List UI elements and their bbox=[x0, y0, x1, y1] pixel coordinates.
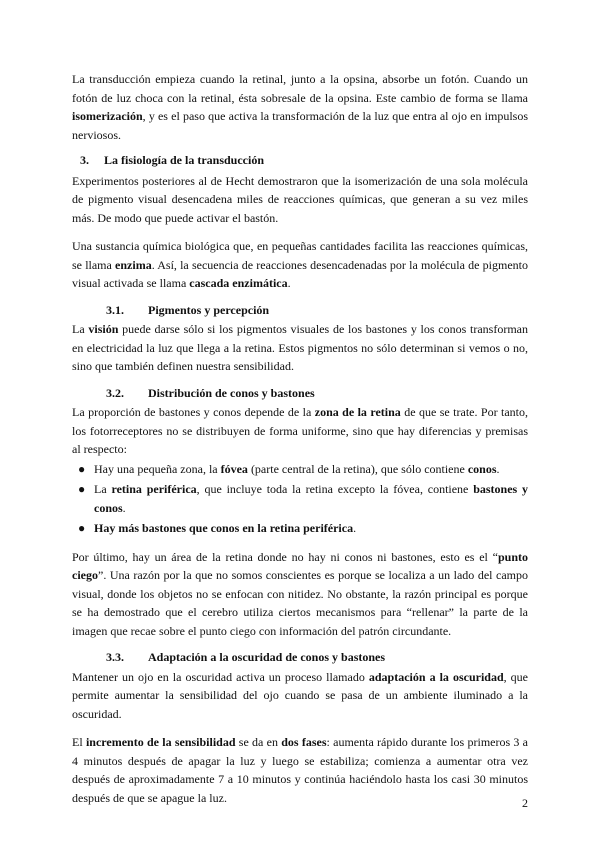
paragraph-enzyme: Una sustancia química biológica que, en pequeñas cantidades facilita las reacciones químicas, se llama enzima. Así, la secuencia de reacciones desencadenadas por la molécula de pigmento visual activada se llama cascada enzimática. bbox=[72, 239, 528, 290]
term-adaptacion-oscuridad: adaptación a la oscuridad bbox=[368, 669, 504, 684]
paragraph-hecht-experiments: Experimentos posteriores al de Hecht demostraron que la isomerización de una sola molécula de pigmento visual desencadena miles de reacciones químicas, que generan a su vez miles más. De modo que puede activar el bastón. bbox=[72, 173, 528, 225]
bullet-list bbox=[72, 460, 528, 538]
document-page bbox=[72, 70, 528, 807]
section-heading-3-2: 3.2. Distribución de conos y bastones bbox=[106, 385, 315, 400]
bullet-icon: ● bbox=[78, 482, 86, 496]
page-number: 2 bbox=[522, 796, 528, 810]
term-zona-de-la-retina: zona de la retina bbox=[314, 405, 401, 419]
paragraph-dark-adaptation: Mantener un ojo en la oscuridad activa un proceso llamado adaptación a la oscuridad, que permite aumentar la sensibilidad del ojo cuando se pasa de un ambiente iluminado a la oscuridad. bbox=[72, 669, 528, 721]
term-cascada-enzimatica: cascada enzimática bbox=[189, 276, 288, 290]
term-vision: visión bbox=[88, 322, 119, 336]
list-item: ● Hay una pequeña zona, la fóvea (parte central de la retina), que sólo contiene conos. bbox=[72, 460, 528, 479]
section-heading-3-3: 3.3. Adaptación a la oscuridad de conos y bastones bbox=[106, 650, 386, 664]
section-heading-3: 3. La fisiología de la transducción bbox=[80, 153, 265, 167]
section-heading-3-1: 3.1. Pigmentos y percepción bbox=[106, 302, 270, 317]
term-incremento-sensibilidad: incremento de la sensibilidad bbox=[85, 735, 236, 749]
term-punto-ciego: punto ciego bbox=[72, 549, 528, 582]
paragraph-pigments: La visión puede darse sólo si los pigmentos visuales de los bastones y los conos transforman en electricidad la luz que llega a la retina. Estos pigmentos no sólo determinan si vemos o no, sino que también definen nuestra sensibilidad. bbox=[72, 322, 529, 373]
paragraph-distribution: La proporción de bastones y conos depende de la zona de la retina de que se trate. Por tanto, los fotorreceptores no se distribuyen de forma uniforme, sino que hay diferencias y premisas al respecto: bbox=[72, 405, 528, 456]
paragraph-sensitivity-phases: El incremento de la sensibilidad se da en dos fases: aumenta rápido durante los primeros 3 a 4 minutos después de apagar la luz y luego se estabiliza; comienza a aumentar otra vez después de aproximadamente 7 a 10 minutos y continúa haciéndolo hasta los casi 30 minutos después de que se apague la luz. bbox=[72, 735, 528, 805]
term-enzima: enzima bbox=[115, 257, 152, 272]
paragraph-blind-spot: Por último, hay un área de la retina donde no hay ni conos ni bastones, esto es el “punto ciego”. Una razón por la que no somos conscientes es porque se localiza a un lado del campo visual, donde los objetos no se enfocan con nitidez. No obstante, la razón principal es porque se ha demostrado que el cerebro utiliza ciertos mecanismos para “rellenar” la parte de la imagen que recae sobre el punto ciego con información del patrón circundante. bbox=[72, 549, 528, 638]
list-item: ● Hay más bastones que conos en la retina periférica. bbox=[72, 519, 528, 538]
list-item: ● La retina periférica, que incluye toda la retina excepto la fóvea, contiene bastones y conos. bbox=[78, 482, 528, 515]
bullet-icon: ● bbox=[78, 461, 86, 476]
paragraph-transduction-intro: La transducción empieza cuando la retinal, junto a la opsina, absorbe un fotón. Cuando un fotón de luz choca con la retinal, ésta sobresale de la opsina. Este cambio de forma se llama isomerización, y es el paso que activa la transformación de la luz que entra al ojo en impulsos nerviosos. bbox=[72, 72, 528, 142]
bullet-icon: ● bbox=[78, 521, 86, 535]
term-dos-fases: dos fases bbox=[281, 735, 327, 749]
term-isomerizacion: isomerización bbox=[72, 109, 143, 123]
